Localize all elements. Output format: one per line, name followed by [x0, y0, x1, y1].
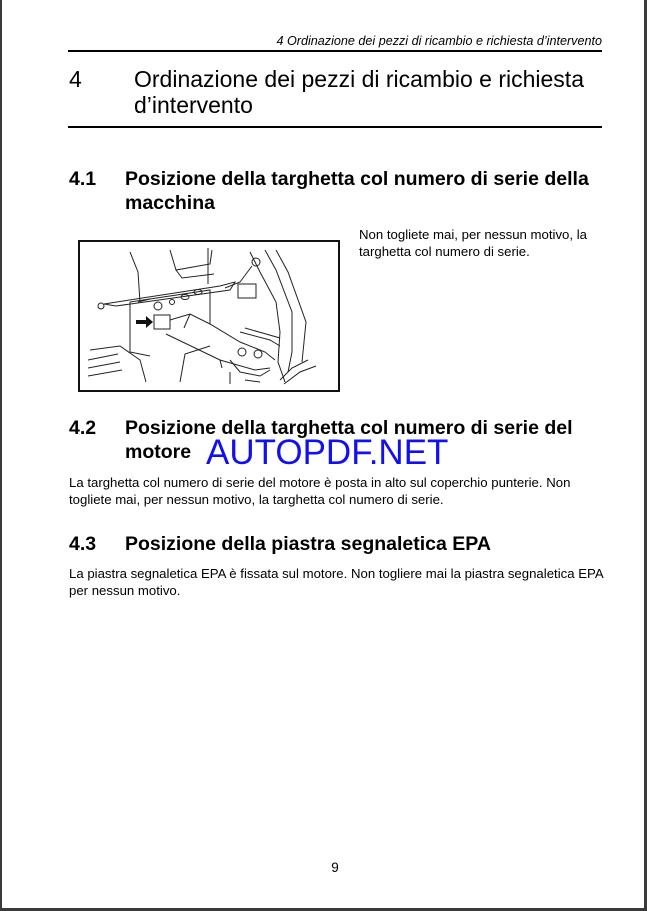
section-body-4-1: Non togliete mai, per nessun motivo, la targhetta col numero di serie.: [359, 227, 587, 259]
chapter-number: 4: [69, 66, 82, 92]
section-title-4-1: Posizione della targhetta col numero di serie della macchina: [125, 168, 589, 214]
chapter-title: Ordinazione dei pezzi di ricambio e richiesta d’intervento: [134, 66, 584, 118]
chapter-rule: [68, 126, 602, 128]
machine-serial-plate-illustration-icon: [80, 242, 338, 390]
section-title-4-2: Posizione della targhetta col numero di serie del motore: [125, 417, 573, 463]
machine-serial-plate-figure: [78, 240, 340, 392]
header-rule: [68, 50, 602, 52]
section-number-4-3: 4.3: [69, 533, 97, 555]
section-body-4-3: La piastra segnaletica EPA è fissata sul motore. Non togliere mai la piastra segnaletica EPA per nessun motivo.: [69, 566, 603, 598]
running-header: 4 Ordinazione dei pezzi di ricambio e richiesta d’intervento: [276, 34, 602, 48]
watermark: AUTOPDF.NET: [206, 433, 449, 472]
section-title-4-3: Posizione della piastra segnaletica EPA: [125, 533, 491, 555]
section-number-4-1: 4.1: [69, 168, 97, 190]
section-number-4-2: 4.2: [69, 417, 97, 439]
section-body-4-2: La targhetta col numero di serie del motore è posta in alto sul coperchio punterie. Non togliete mai, per nessun motivo, la targhetta col numero di serie.: [69, 475, 571, 507]
page-number: 9: [331, 860, 339, 875]
